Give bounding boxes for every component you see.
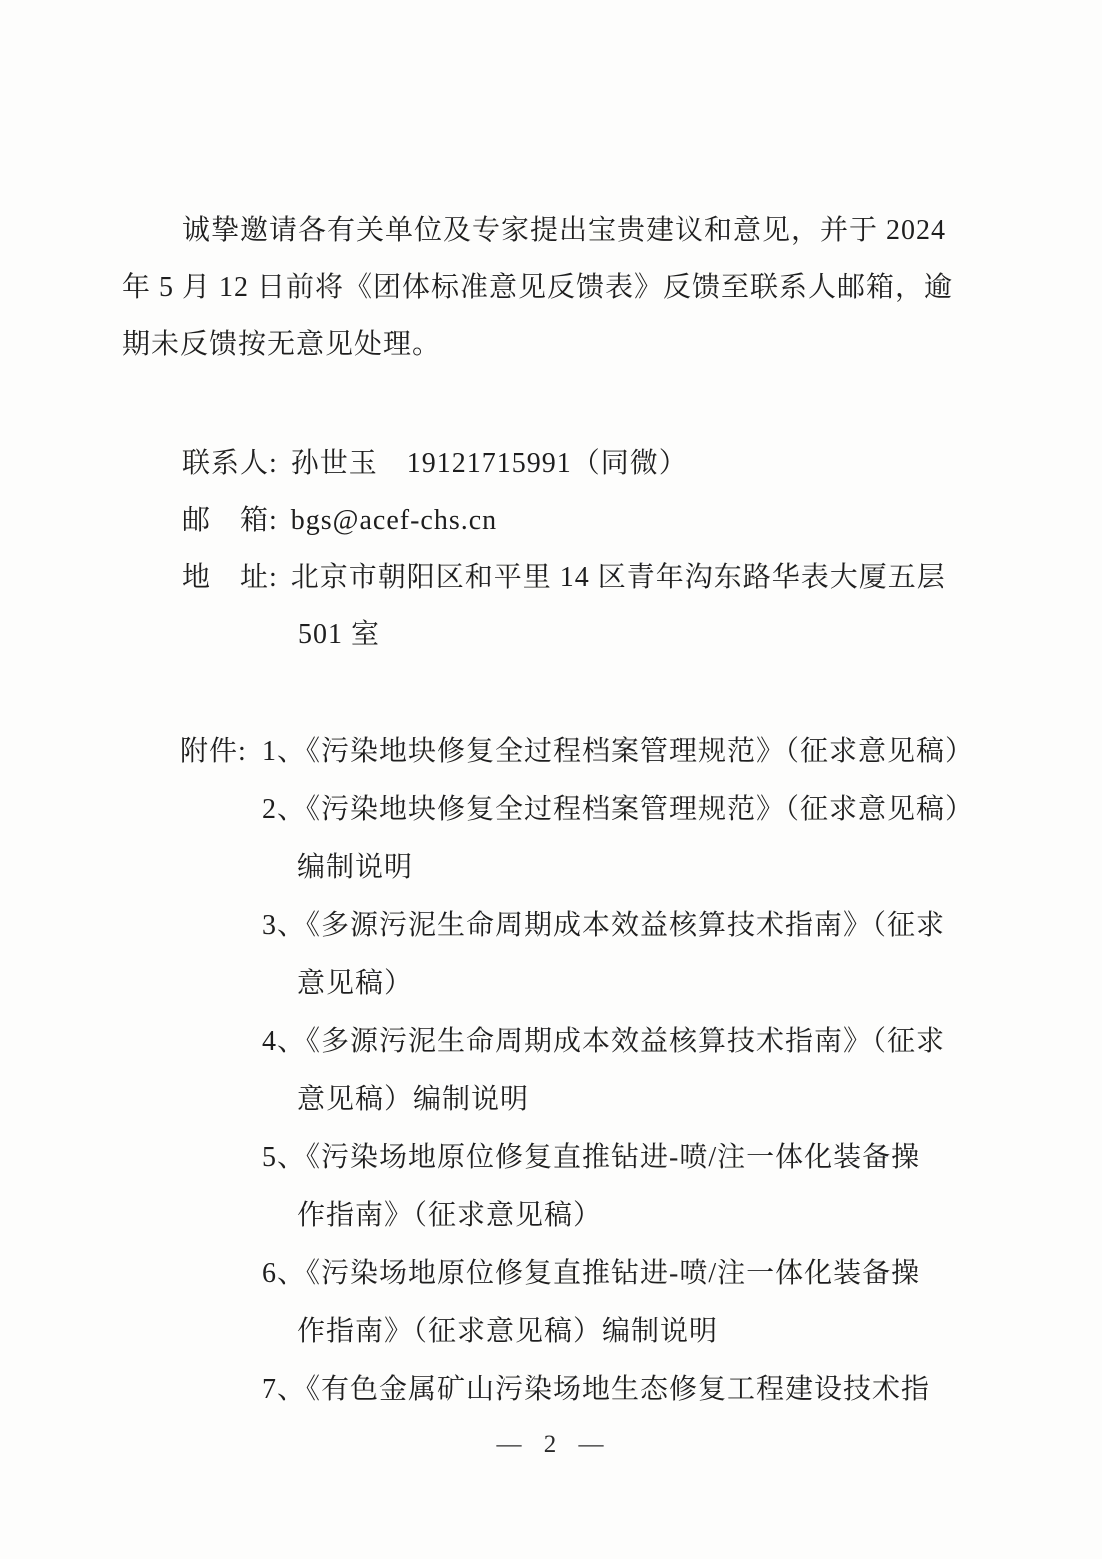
contact-value: 孙世玉 19121715991（同微） [290, 448, 688, 479]
attachment-item-line: 5、《污染场地原位修复直推钻进-喷/注一体化装备操 [262, 1142, 921, 1173]
attachment-item-line: 4、《多源污泥生命周期成本效益核算技术指南》（征求 [262, 1026, 946, 1057]
attachment-item-line: 意见稿）编制说明 [297, 1084, 530, 1115]
paragraph-line: 期未反馈按无意见处理。 [122, 329, 442, 360]
attachment-item [262, 1013, 982, 1129]
contact-label: 地 址: [182, 562, 278, 593]
contact-email-value: bgs@acef-chs.cn [290, 505, 498, 536]
attachment-item [262, 1361, 982, 1419]
attachment-item-line: 2、《污染地块修复全过程档案管理规范》（征求意见稿） [262, 794, 975, 825]
attachment-item-line: 作指南》（征求意见稿） [297, 1200, 603, 1231]
contact-row-email [182, 492, 982, 549]
attachment-item [262, 897, 982, 1013]
attachments-label: 附件: [180, 736, 247, 767]
contact-label: 联系人: [182, 448, 278, 479]
contact-row-person [182, 435, 982, 492]
contact-address-line2: 501 室 [298, 619, 381, 650]
contact-row-address [182, 549, 982, 606]
attachments-list [262, 723, 982, 1419]
contact-label: 邮 箱: [182, 505, 278, 536]
attachment-item [262, 723, 982, 781]
attachment-item [262, 781, 982, 897]
attachment-item [262, 1129, 982, 1245]
paragraph-line: 诚挚邀请各有关单位及专家提出宝贵建议和意见，并于 2024 [182, 215, 947, 246]
opening-paragraph [122, 202, 972, 373]
paragraph-line: 年 5 月 12 日前将《团体标准意见反馈表》反馈至联系人邮箱，逾 [122, 272, 954, 303]
contact-value: 北京市朝阳区和平里 14 区青年沟东路华表大厦五层 [290, 562, 946, 593]
attachment-item-line: 1、《污染地块修复全过程档案管理规范》（征求意见稿） [262, 736, 975, 767]
attachment-item-line: 意见稿） [297, 968, 414, 999]
attachment-item-line: 6、《污染场地原位修复直推钻进-喷/注一体化装备操 [262, 1258, 921, 1289]
attachment-item-line: 3、《多源污泥生命周期成本效益核算技术指南》（征求 [262, 910, 946, 941]
attachment-item-line: 7、《有色金属矿山污染场地生态修复工程建设技术指 [262, 1374, 931, 1405]
contact-info [182, 435, 982, 663]
attachment-item-line: 编制说明 [297, 852, 414, 883]
page-number: — 2 — [496, 1431, 606, 1458]
attachment-item-line: 作指南》（征求意见稿）编制说明 [297, 1316, 719, 1347]
attachment-item [262, 1245, 982, 1361]
